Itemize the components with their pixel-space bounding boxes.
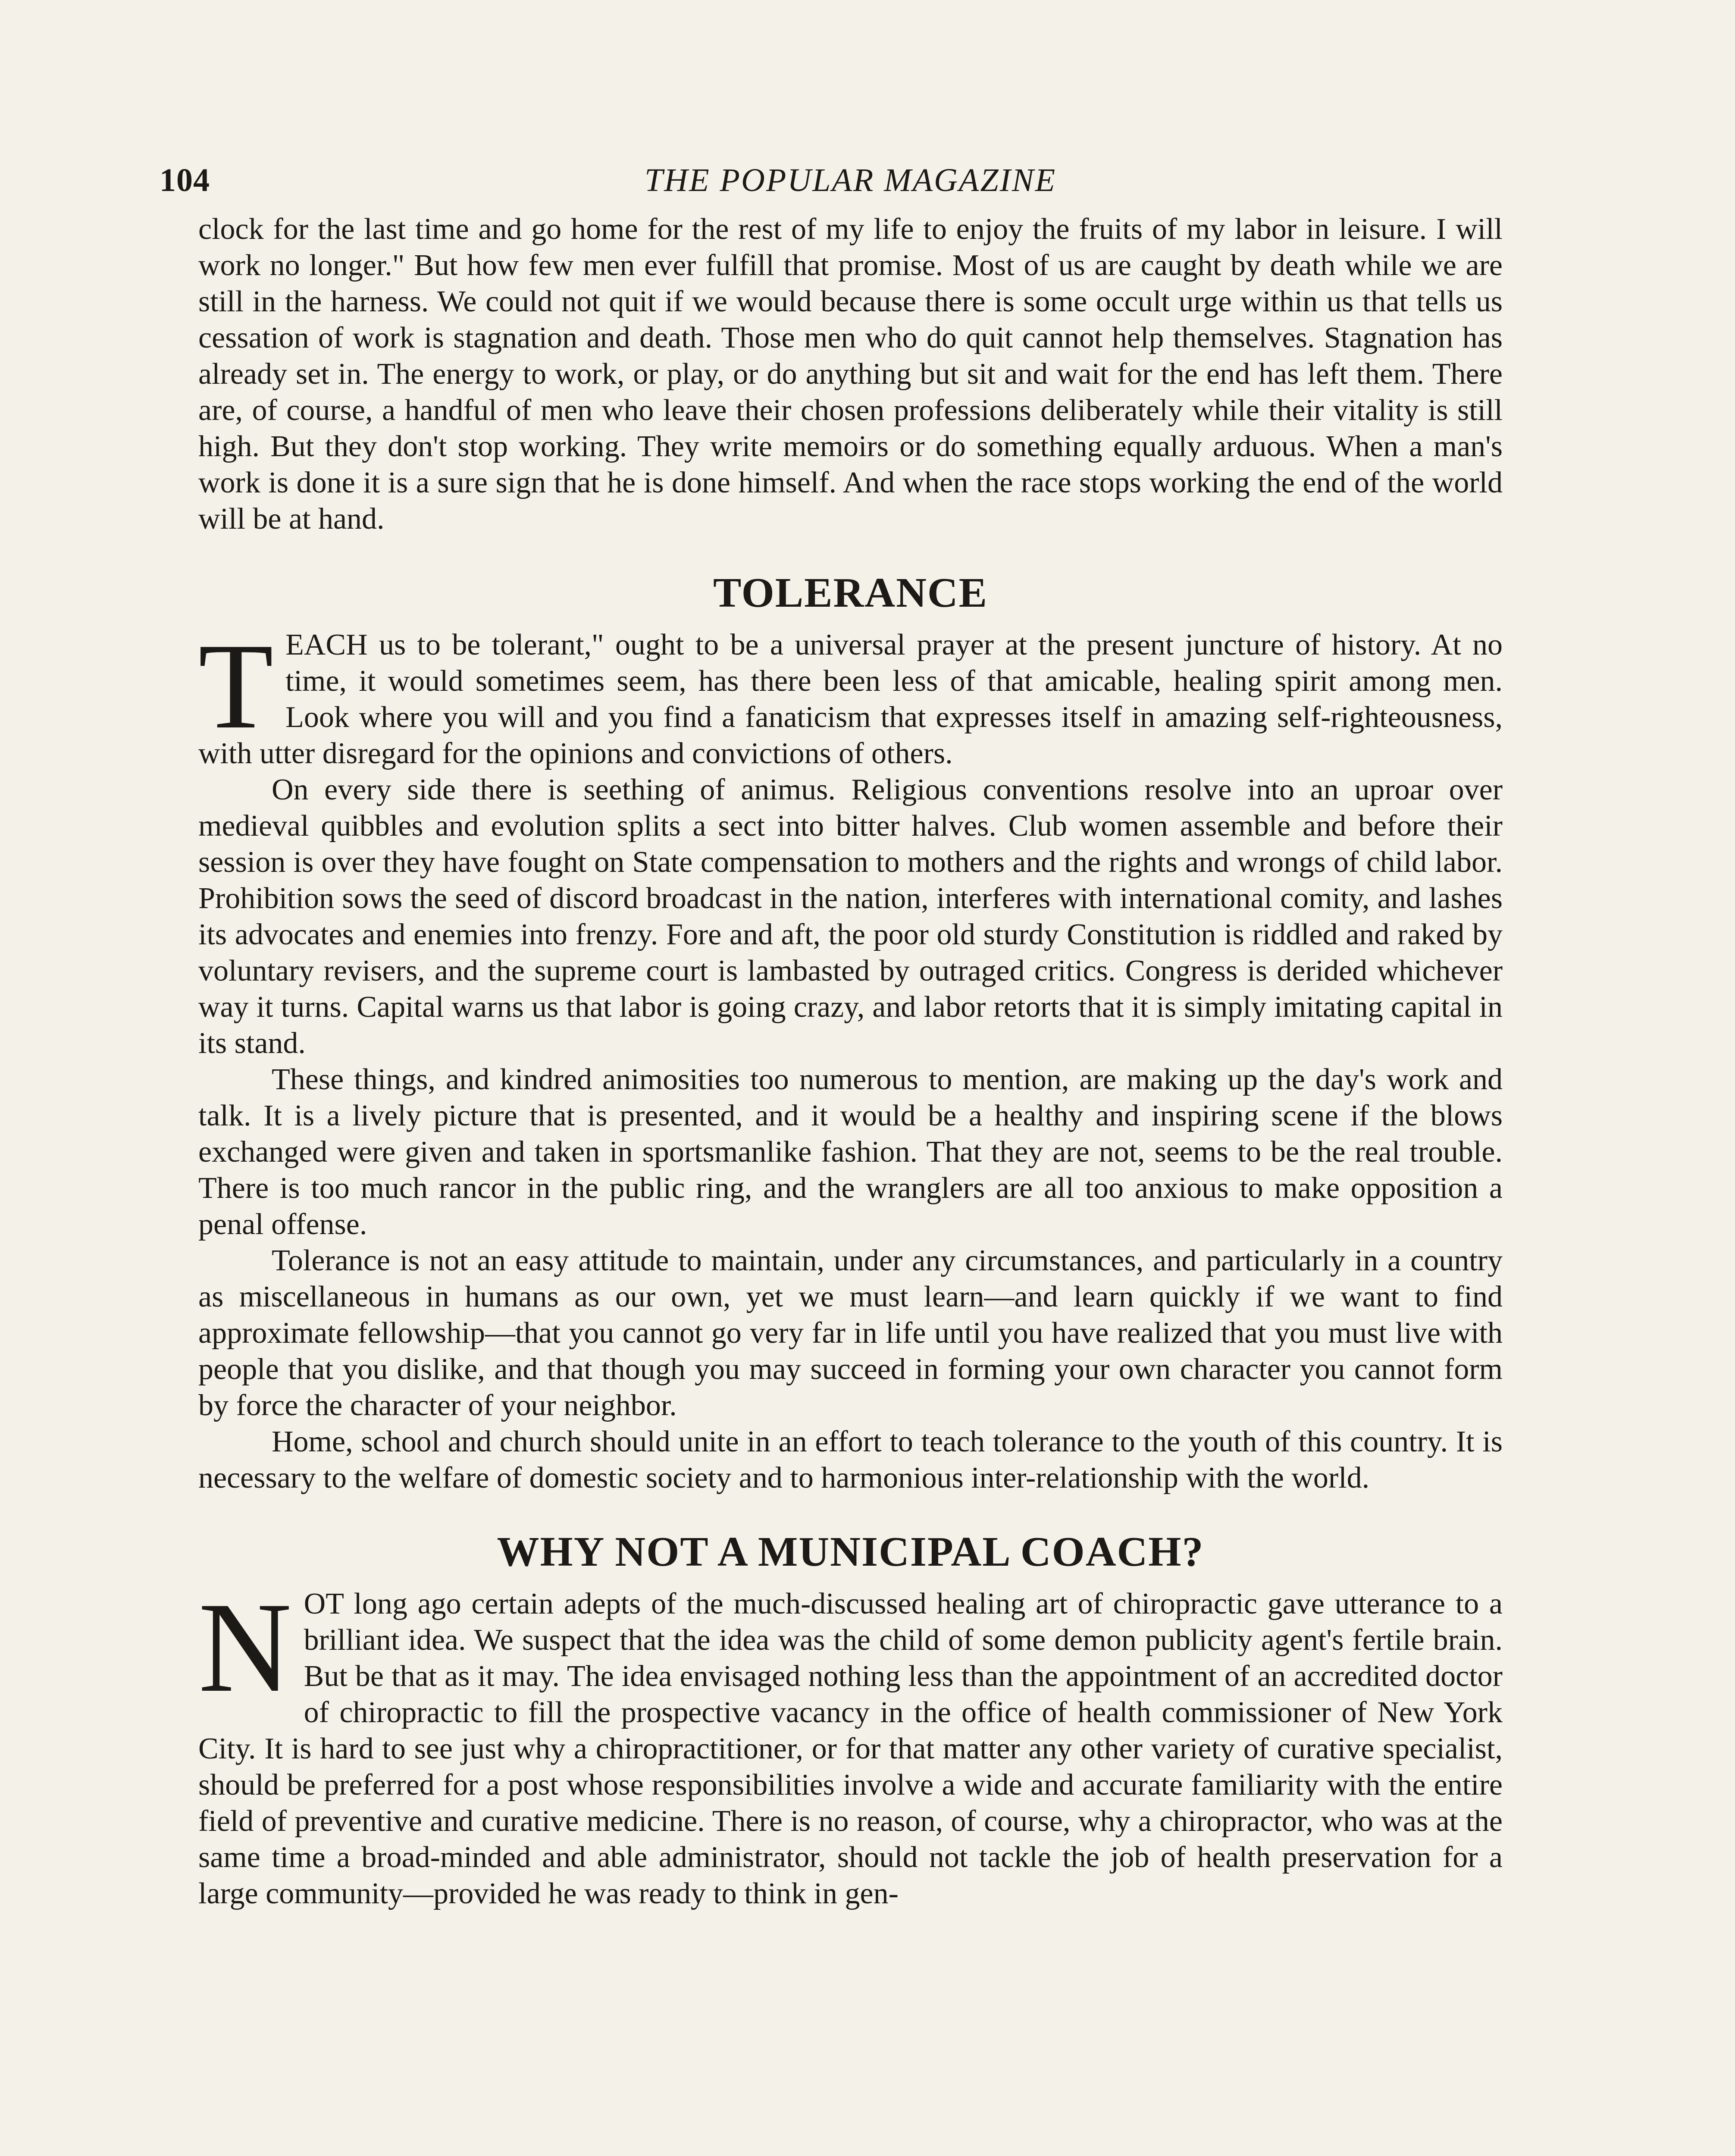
- tolerance-paragraph-5: Home, school and church should unite in an effort to teach tolerance to the youth of this country. It is necessary to the welfare of domestic society and to harmonious inter-relationship with the world.: [198, 1425, 1503, 1495]
- tolerance-paragraph-4: Tolerance is not an easy attitude to maintain, under any circumstances, and particularly in a country as miscellaneous in humans as our own, yet we must learn—and learn quickly if we want to find approximate fellowship—that you cannot go very far in life until you have realized that you must live with people that you dislike, and that though you may succeed in forming your own character you cannot form by force the character of your neighbor.: [198, 1244, 1503, 1422]
- magazine-title: THE POPULAR MAGAZINE: [644, 162, 1057, 198]
- tolerance-paragraph-1-text: EACH us to be tolerant," ought to be a universal prayer at the present juncture of history. At no time, it would sometimes seem, has there been less of that amicable, healing spirit among men. Look where you will and you find a fanaticism that expresses itself in amazing self-righteousness, with utter disregard for the opinions and convictions of others.: [198, 628, 1503, 770]
- section-title-municipal-coach: WHY NOT A MUNICIPAL COACH?: [497, 1529, 1204, 1575]
- article-body: [198, 211, 1503, 1912]
- dropcap-n: N: [198, 1576, 292, 1719]
- tolerance-paragraph-2: On every side there is seething of animus. Religious conventions resolve into an uproar over medieval quibbles and evolution splits a sect into bitter halves. Club women assemble and before their session is over they have fought on State compensation to mothers and the rights and wrongs of child labor. Prohibition sows the seed of discord broadcast in the nation, interferes with international comity, and lashes its advocates and enemies into frenzy. Fore and aft, the poor old sturdy Constitution is riddled and raked by voluntary revisers, and the supreme court is lambasted by outraged critics. Congress is derided whichever way it turns. Capital warns us that labor is going crazy, and labor retorts that it is simply imitating capital in its stand.: [198, 773, 1503, 1060]
- dropcap-t: T: [198, 618, 274, 754]
- page-number: 104: [160, 162, 210, 198]
- municipal-coach-paragraph-1: [198, 1576, 1503, 1912]
- section-title-tolerance: TOLERANCE: [713, 570, 988, 616]
- tolerance-paragraph-3: These things, and kindred animosities too numerous to mention, are making up the day's work and talk. It is a lively picture that is presented, and it would be a healthy and inspiring scene if the blows exchanged were given and taken in sportsmanlike fashion. That they are not, seems to be the real trouble. There is too much rancor in the public ring, and the wranglers are all too anxious to make opposition a penal offense.: [198, 1063, 1503, 1241]
- tolerance-paragraph-1: [198, 618, 1503, 772]
- continuation-paragraph: clock for the last time and go home for the rest of my life to enjoy the fruits of my labor in leisure. I will work no longer." But how few men ever fulfill that promise. Most of us are caught by death while we are still in the harness. We could not quit if we would because there is some occult urge within us that tells us cessation of work is stagnation and death. Those men who do quit cannot help themselves. Stagnation has already set in. The energy to work, or play, or do anything but sit and wait for the end has left them. There are, of course, a handful of men who leave their chosen professions deliberately while their vitality is still high. But they don't stop working. They write memoirs or do something equally arduous. When a man's work is done it is a sure sign that he is done himself. And when the race stops working the end of the world will be at hand.: [198, 213, 1503, 536]
- municipal-coach-paragraph-1-text: OT long ago certain adepts of the much-discussed healing art of chiropractic gave utterance to a brilliant idea. We suspect that the idea was the child of some demon publicity agent's fertile brain. But be that as it may. The idea envisaged nothing less than the appointment of an accredited doctor of chiropractic to fill the prospective vacancy in the office of health commissioner of New York City. It is hard to see just why a chiropractitioner, or for that matter any other variety of curative specialist, should be preferred for a post whose responsibilities involve a wide and accurate familiarity with the entire field of preventive and curative medicine. There is no reason, of course, why a chiropractor, who was at the same time a broad-minded and able administrator, should not tackle the job of health preservation for a large community—provided he was ready to think in gen-: [198, 1587, 1503, 1910]
- running-head: [160, 160, 1503, 211]
- magazine-page: [160, 160, 1503, 2156]
